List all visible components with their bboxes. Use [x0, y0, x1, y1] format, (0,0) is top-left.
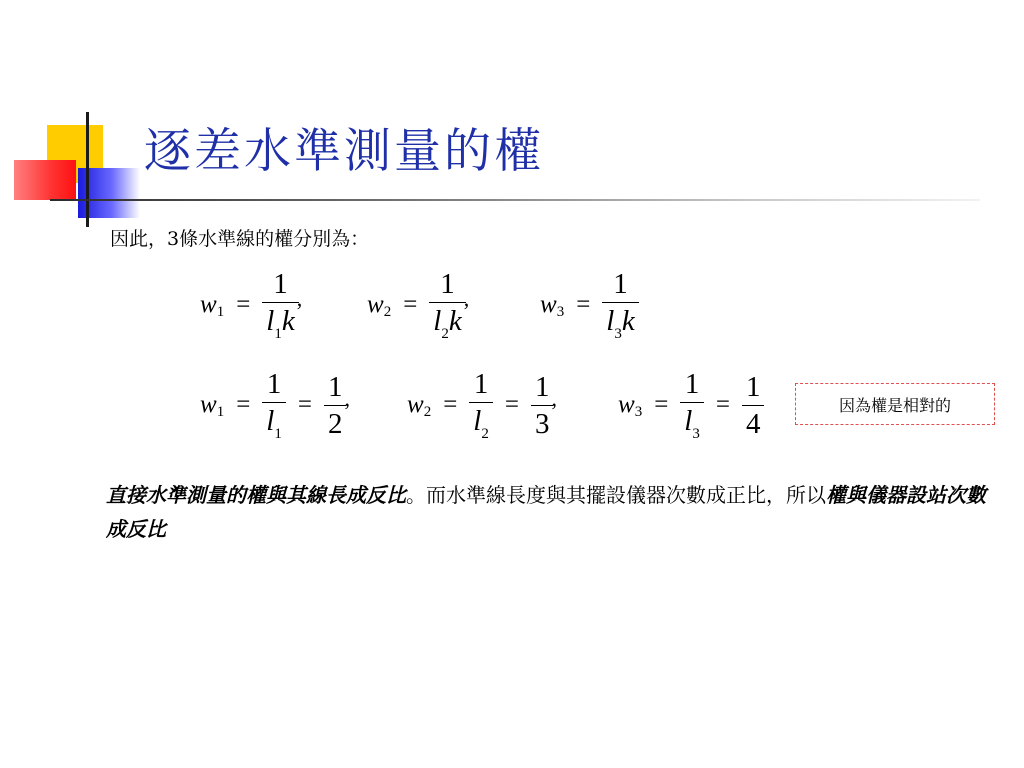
body-text: 。而水準線長度與其擺設儀器次數成正比，所以 — [406, 483, 826, 507]
weight-subscript: 1 — [216, 303, 225, 320]
decorative-red-square — [14, 160, 76, 200]
denominator: $l_1$ — [262, 402, 286, 444]
weight-equation-3 — [540, 262, 639, 348]
weight-symbol: w — [618, 391, 635, 418]
denominator: 2 — [324, 405, 347, 442]
equals-sign: = — [576, 291, 591, 318]
denominator: $l_3k$ — [602, 302, 638, 344]
fraction — [680, 366, 704, 444]
numerator: 1 — [473, 368, 489, 400]
weight-subscript: 3 — [634, 403, 643, 420]
equals-sign: = — [504, 391, 519, 418]
denominator: 3 — [531, 405, 554, 442]
fraction-value — [324, 369, 347, 442]
conclusion-paragraph — [106, 478, 986, 546]
numerator: 1 — [745, 370, 761, 403]
equals-sign: = — [715, 391, 730, 418]
weight-subscript: 2 — [423, 403, 432, 420]
denominator: $l_2$ — [469, 402, 493, 444]
equals-sign: = — [236, 391, 251, 418]
weight-value-equation-2 — [407, 362, 557, 448]
fraction — [262, 366, 286, 444]
equals-sign: = — [443, 391, 458, 418]
intro-text: 因此，3條水準線的權分別為： — [110, 228, 370, 250]
fraction — [262, 266, 298, 344]
weight-symbol: w — [407, 391, 424, 418]
weight-symbol: w — [367, 291, 384, 318]
fraction-value — [531, 369, 554, 442]
numerator: 1 — [327, 370, 343, 403]
comma: , — [296, 286, 303, 311]
equals-sign: = — [297, 391, 312, 418]
fraction — [429, 266, 465, 344]
weight-equation-1 — [200, 262, 302, 348]
emphasis-text: 直接水準測量的權與其線長成反比 — [106, 483, 406, 507]
title-underline — [50, 199, 980, 201]
weight-symbol: w — [540, 291, 557, 318]
weight-symbol: w — [200, 291, 217, 318]
weight-value-equation-1 — [200, 362, 350, 448]
equals-sign: = — [654, 391, 669, 418]
emphasis-text: 權與儀器設站次數成反比 — [106, 483, 986, 541]
denominator: $l_1k$ — [262, 302, 298, 344]
weight-subscript: 2 — [383, 303, 392, 320]
weight-subscript: 3 — [556, 303, 565, 320]
numerator: 1 — [684, 368, 700, 400]
denominator: $l_2k$ — [429, 302, 465, 344]
decorative-vertical-line — [86, 112, 89, 227]
fraction-value — [742, 369, 765, 442]
fraction — [602, 266, 638, 344]
numerator: 1 — [266, 368, 282, 400]
numerator: 1 — [534, 370, 550, 403]
equals-sign: = — [236, 291, 251, 318]
fraction — [469, 366, 493, 444]
numerator: 1 — [613, 268, 628, 300]
numerator: 1 — [273, 268, 288, 300]
equals-sign: = — [403, 291, 418, 318]
denominator: 4 — [742, 405, 765, 442]
comma: , — [551, 386, 557, 411]
slide-title: 逐差水準測量的權 — [144, 124, 544, 179]
relative-weight-note: 因為權是相對的 — [795, 383, 995, 425]
denominator: $l_3$ — [680, 402, 704, 444]
weight-symbol: w — [200, 391, 217, 418]
numerator: 1 — [440, 268, 455, 300]
comma: , — [344, 386, 350, 411]
weight-subscript: 1 — [216, 403, 225, 420]
weight-equation-2 — [367, 262, 469, 348]
weight-value-equation-3 — [618, 362, 764, 448]
comma: , — [463, 286, 470, 311]
